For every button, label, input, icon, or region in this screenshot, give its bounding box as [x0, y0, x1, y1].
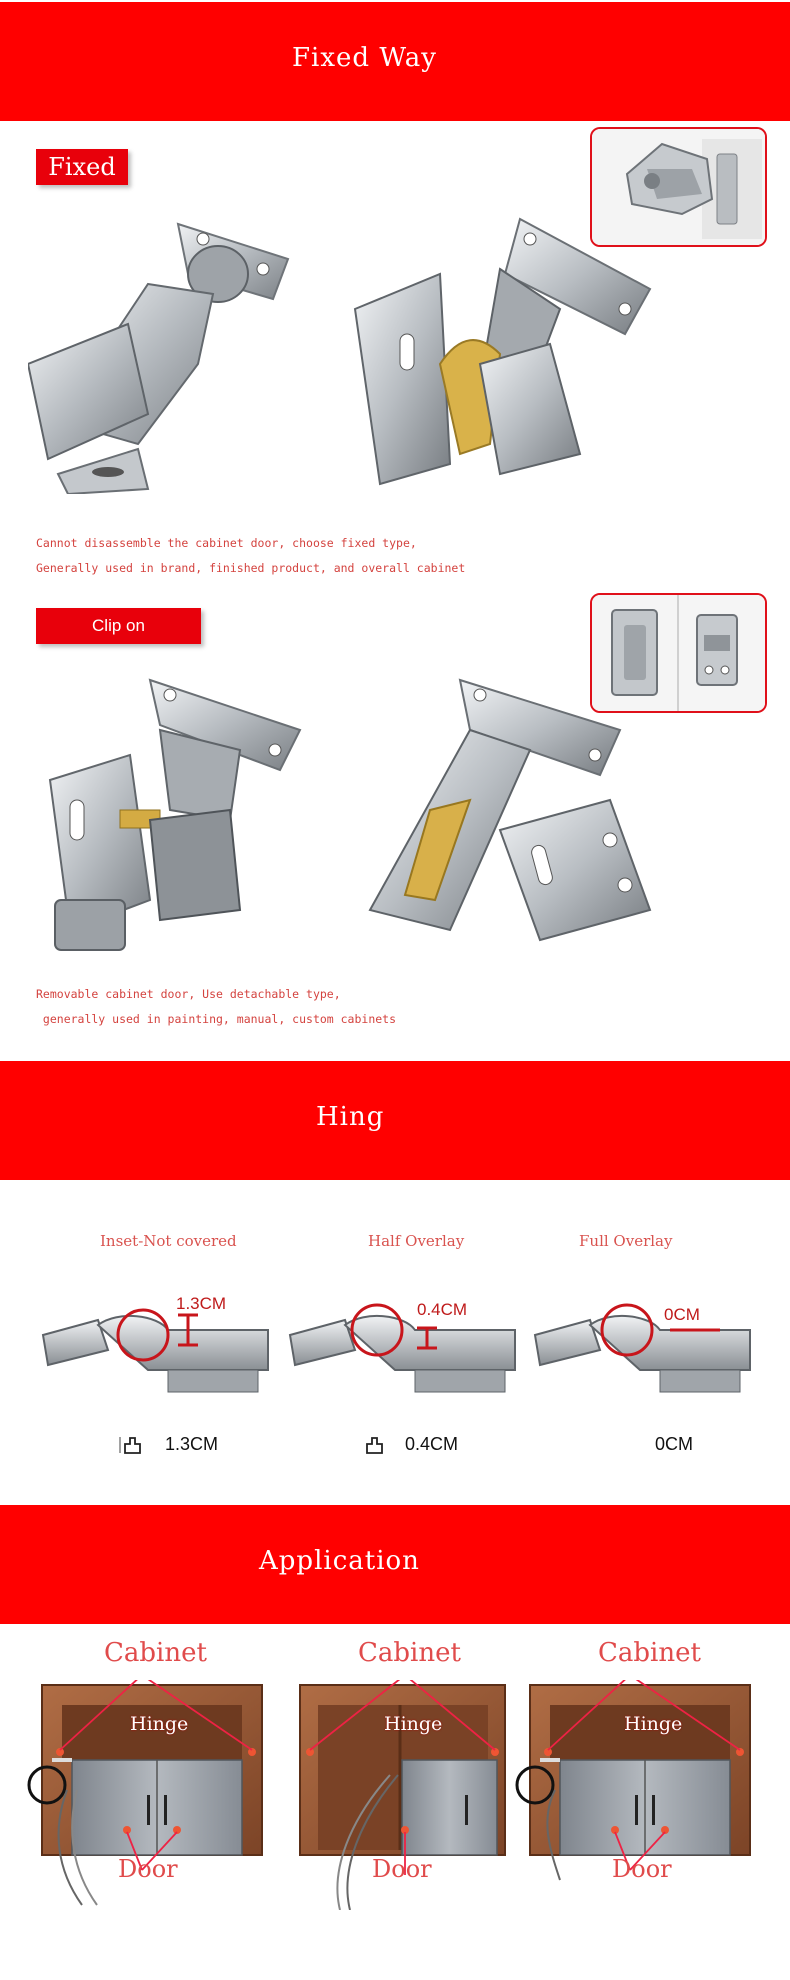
cabinet-label-2: Cabinet	[358, 1638, 461, 1668]
fixed-way-banner	[0, 2, 790, 121]
half-overlay-profile-icon	[365, 1434, 385, 1456]
half-overlay-hinge-diagram	[285, 1290, 525, 1400]
hing-title: Hing	[316, 1102, 385, 1132]
hing-banner	[0, 1061, 790, 1180]
fixed-description-line-2: Generally used in brand, finished product, and overall cabinet	[36, 561, 466, 575]
full-overlay-bottom-measure: 0CM	[655, 1434, 694, 1454]
inset-bottom-measure: 1.3CM	[165, 1434, 219, 1454]
fixed-way-title: Fixed Way	[292, 43, 437, 73]
inset-measure: 1.3CM	[176, 1294, 227, 1313]
door-label-3: Door	[612, 1855, 672, 1883]
half-overlay-bottom-measure: 0.4CM	[405, 1434, 459, 1454]
application-title: Application	[259, 1546, 420, 1576]
inset-profile-icon	[118, 1434, 142, 1456]
full-overlay-measure: 0CM	[664, 1305, 700, 1324]
door-label-1: Door	[118, 1855, 178, 1883]
fixed-description-line-1: Cannot disassemble the cabinet door, choose fixed type,	[36, 536, 417, 550]
fixed-tag: Fixed	[36, 149, 128, 185]
cabinet-label-1: Cabinet	[104, 1638, 207, 1668]
hinge-label-2: Hinge	[384, 1713, 443, 1735]
inset-hinge-diagram	[38, 1290, 278, 1400]
full-overlay-label: Full Overlay	[579, 1232, 673, 1250]
clip-on-description-line-2: generally used in painting, manual, custom cabinets	[36, 1012, 397, 1026]
clip-on-hinge-image-1	[40, 670, 320, 960]
application-banner	[0, 1505, 790, 1624]
full-overlay-hinge-diagram	[530, 1290, 770, 1400]
clip-on-tag: Clip on	[36, 608, 201, 644]
clip-on-hinge-image-2	[360, 670, 660, 960]
half-overlay-measure: 0.4CM	[417, 1300, 468, 1319]
hinge-label-3: Hinge	[624, 1713, 683, 1735]
fixed-hinge-image-2	[350, 214, 660, 494]
hinge-label-1: Hinge	[130, 1713, 189, 1735]
cabinet-label-3: Cabinet	[598, 1638, 701, 1668]
half-overlay-label: Half Overlay	[368, 1232, 465, 1250]
fixed-hinge-image-1	[28, 214, 318, 494]
clip-on-description-line-1: Removable cabinet door, Use detachable type,	[36, 987, 341, 1001]
door-label-2: Door	[372, 1855, 432, 1883]
inset-label: Inset-Not covered	[100, 1232, 237, 1250]
